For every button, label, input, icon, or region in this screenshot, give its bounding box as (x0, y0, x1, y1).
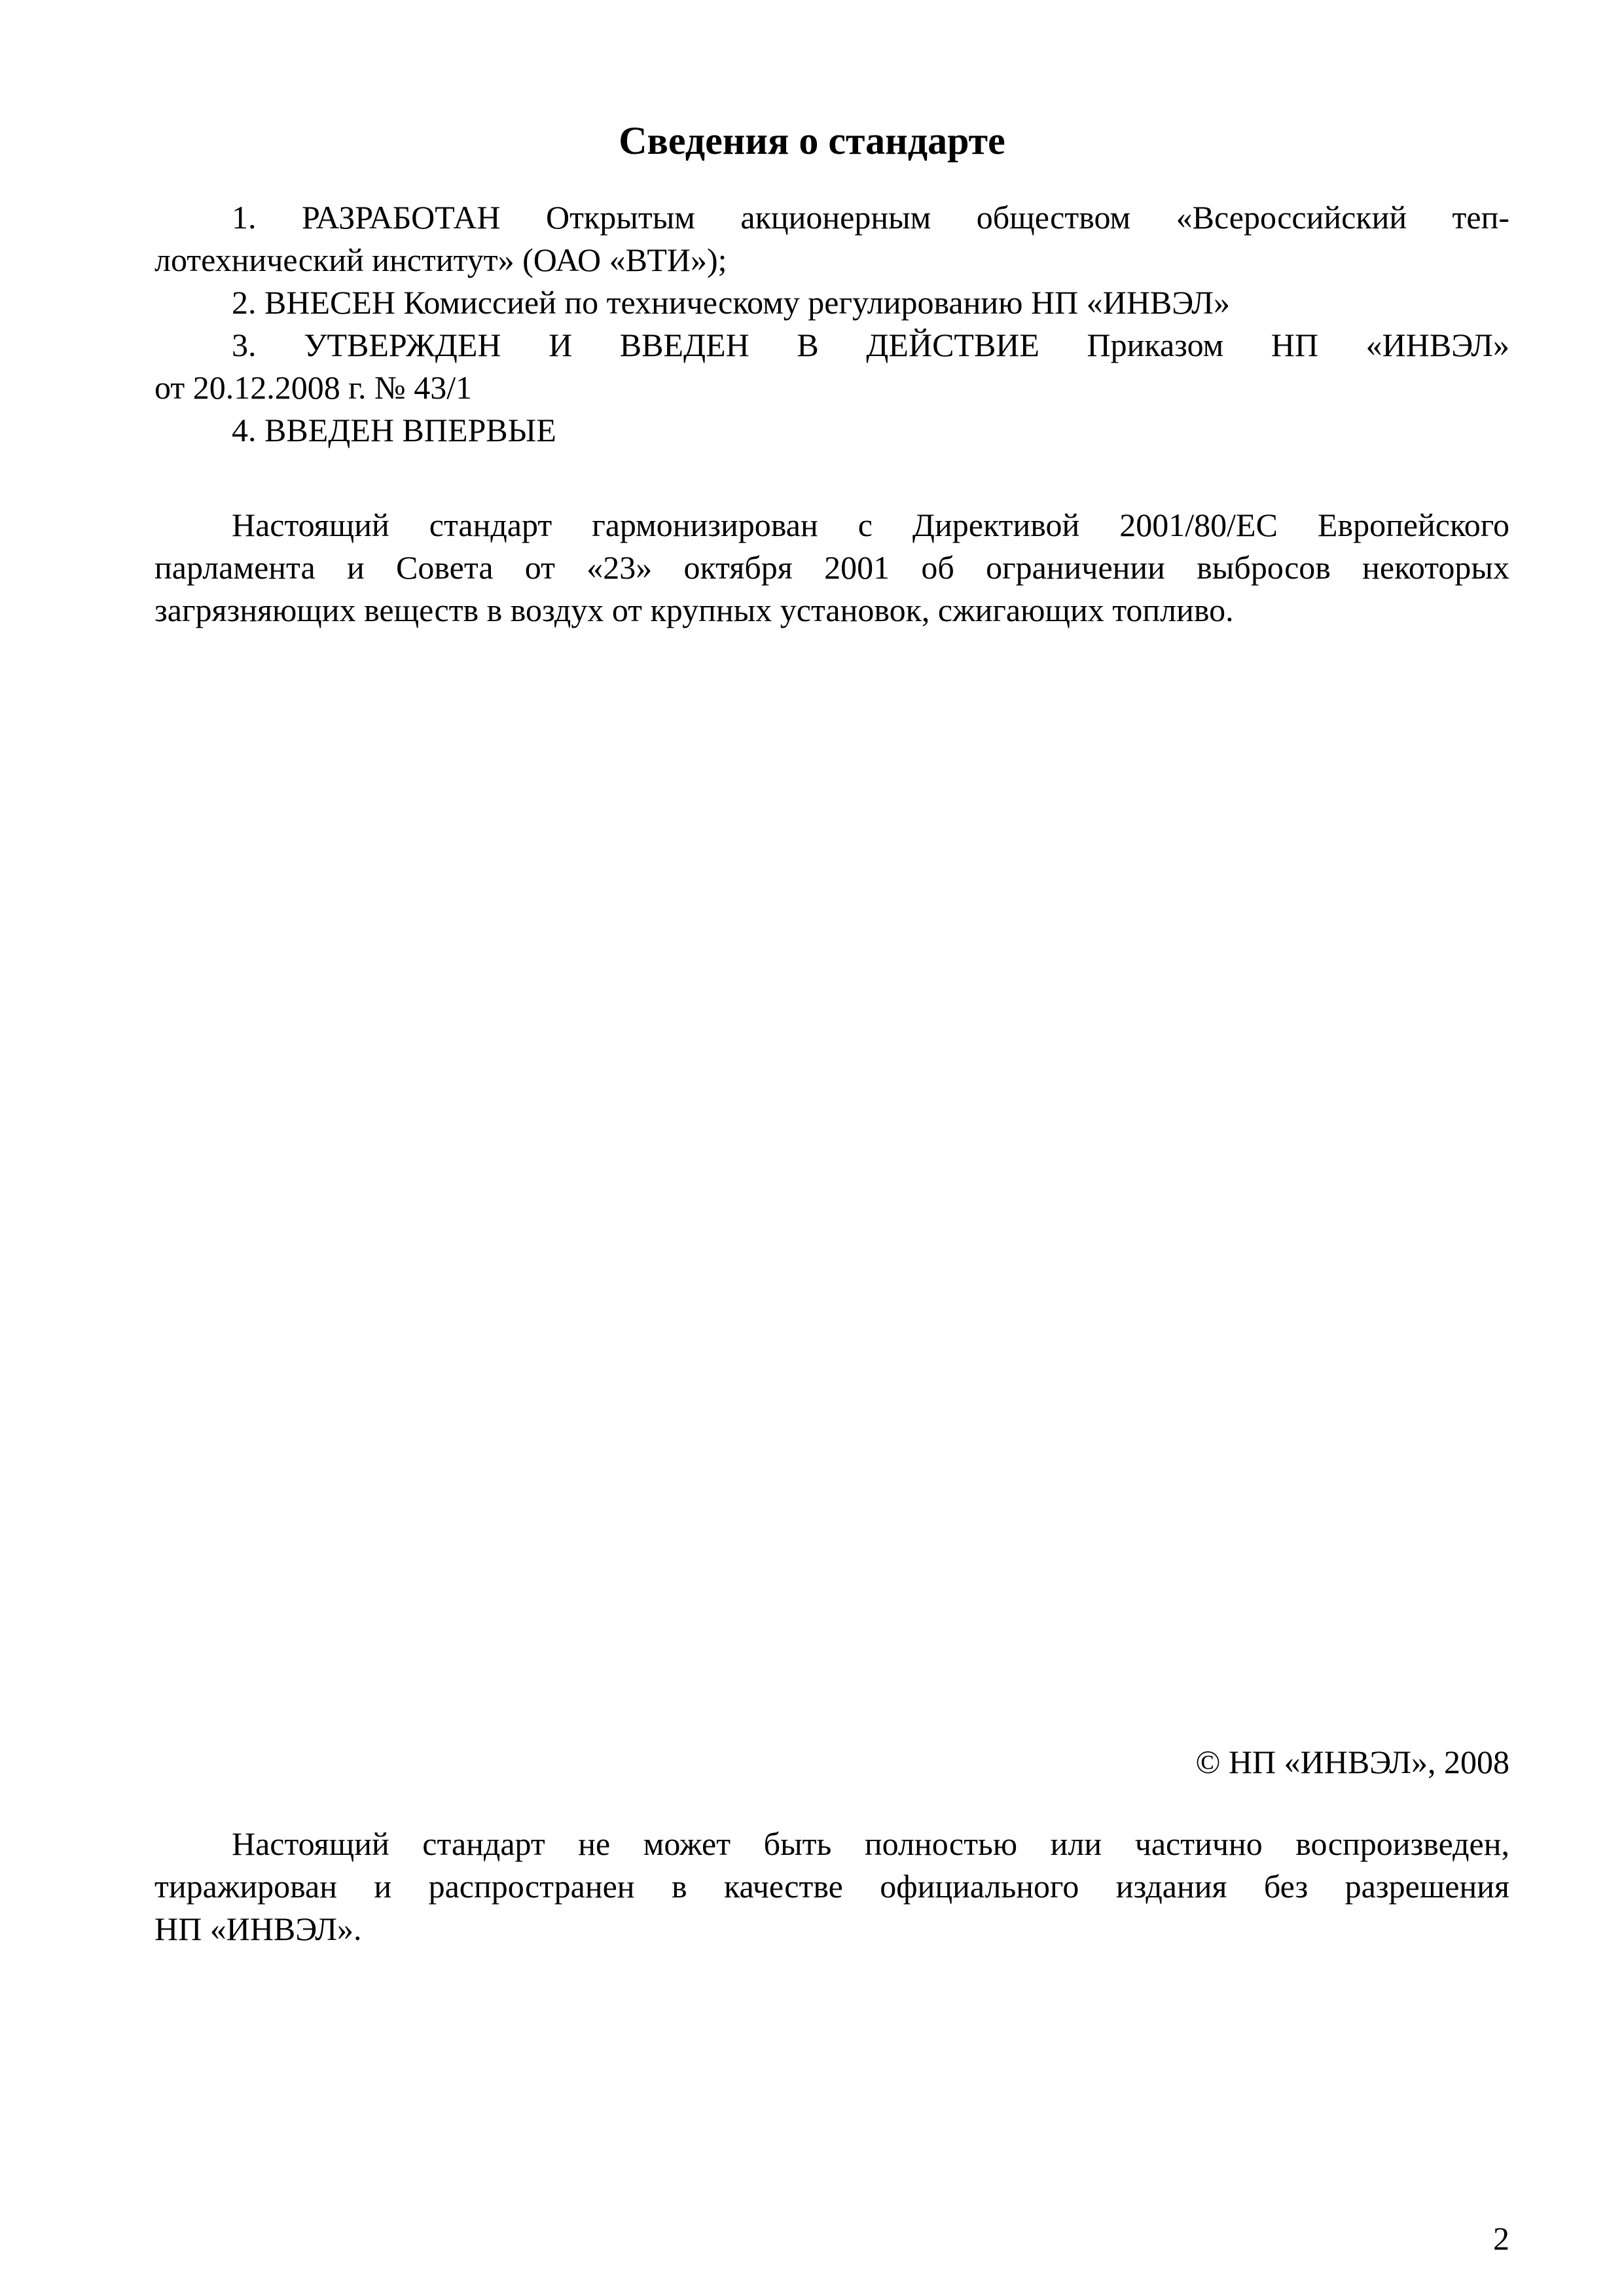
page-number: 2 (1493, 2220, 1509, 2257)
harmonization-line-2: парламента и Совета от «23» октября 2001 об ограничении выбросов некоторых (154, 549, 1509, 586)
page-title: Сведения о стандарте (619, 119, 1005, 162)
standard-info-section (154, 196, 1509, 452)
copyright-notice: © НП «ИНВЭЛ», 2008 (1195, 1744, 1509, 1780)
info-item-developed-line-2: лотехнический институт» (ОАО «ВТИ»); (154, 242, 727, 278)
harmonization-line-1: Настоящий стандарт гармонизирован с Директивой 2001/80/ЕС Европейского (232, 507, 1509, 543)
notice-line-2: тиражирован и распространен в качестве официального издания без разрешения (154, 1868, 1509, 1905)
harmonization-line-3: загрязняющих веществ в воздух от крупных установок, сжигающих топливо. (154, 592, 1234, 628)
info-item-approved-line-2: от 20.12.2008 г. № 43/1 (154, 369, 473, 406)
info-item-introduced: 4. ВВЕДЕН ВПЕРВЫЕ (232, 412, 556, 448)
reproduction-notice (154, 1823, 1509, 1950)
info-item-approved-line-1: 3. УТВЕРЖДЕН И ВВЕДЕН В ДЕЙСТВИЕ Приказом НП «ИНВЭЛ» (232, 327, 1509, 363)
notice-line-3: НП «ИНВЭЛ». (154, 1910, 362, 1947)
info-item-submitted: 2. ВНЕСЕН Комиссией по техническому регулированию НП «ИНВЭЛ» (232, 284, 1231, 321)
harmonization-paragraph (154, 504, 1509, 632)
notice-line-1: Настоящий стандарт не может быть полностью или частично воспроизведен, (232, 1825, 1509, 1862)
info-item-developed-line-1: 1. РАЗРАБОТАН Открытым акционерным обществом «Всероссийский теп- (232, 199, 1509, 236)
